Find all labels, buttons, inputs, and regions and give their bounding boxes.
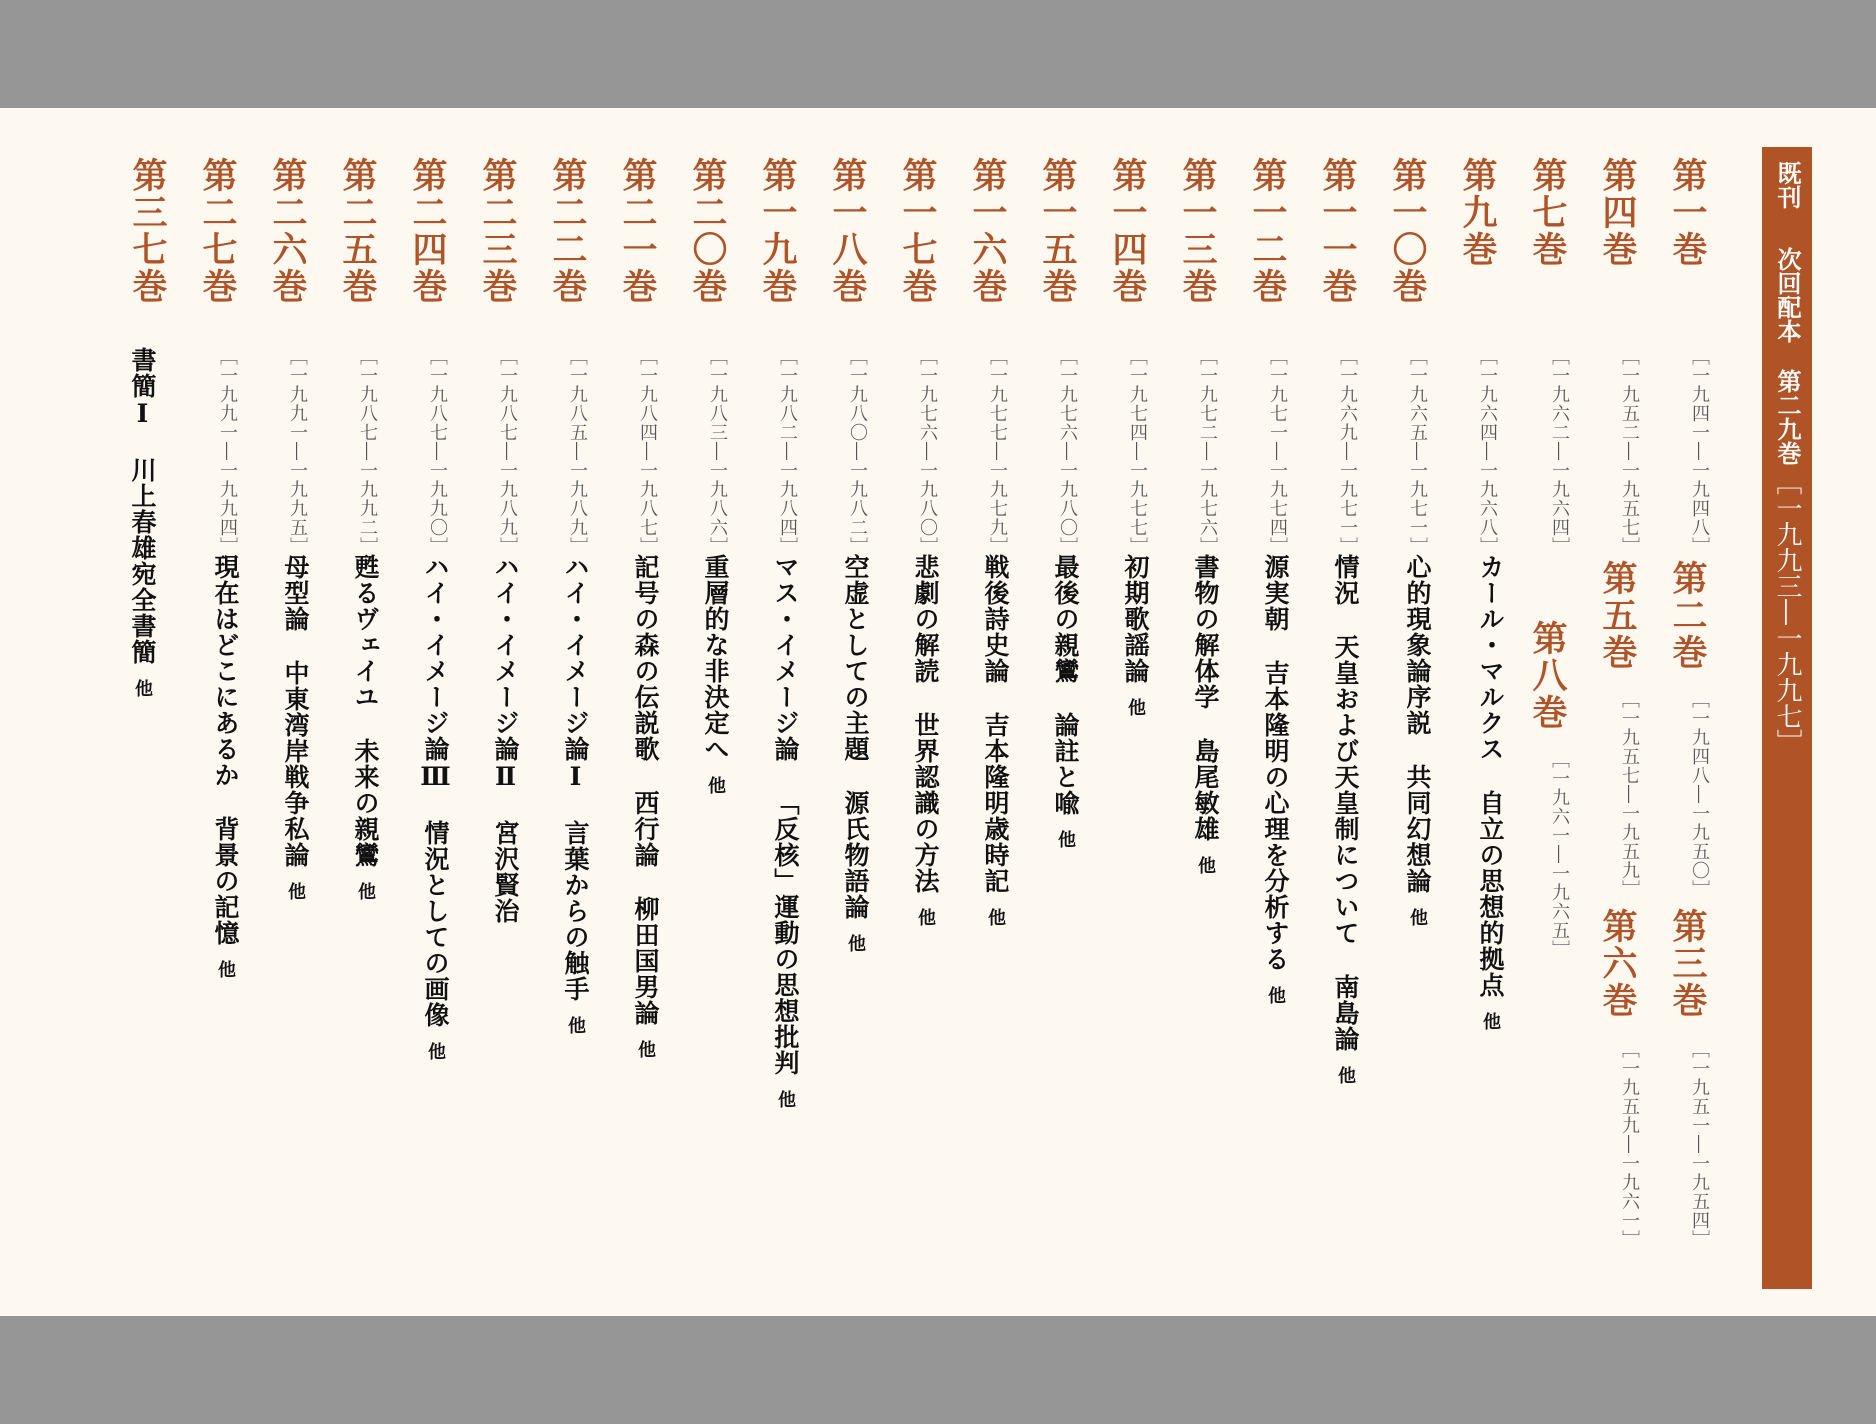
other-works-mark: 他	[1265, 986, 1286, 1005]
volume-years: ［一九八三―一九八六］	[707, 347, 728, 556]
volume-title: 第二〇巻	[687, 157, 728, 305]
work-title: 現在はどこにあるか	[211, 554, 240, 788]
work-title: 心的現象論序説	[1403, 554, 1432, 736]
work-title: 中東湾岸戦争私論	[281, 660, 310, 868]
work-title: 吉本隆明歳時記	[981, 712, 1010, 894]
work-title: 重層的な非決定へ	[701, 554, 730, 762]
volume-title: 第一三巻	[1177, 157, 1218, 305]
volume-title: 第一一巻	[1317, 157, 1358, 305]
work-title: ハイ・イメージ論Ⅱ	[491, 554, 520, 792]
work-title: マス・イメージ論	[771, 554, 800, 762]
other-works-mark: 他	[775, 1090, 796, 1109]
other-works-mark: 他	[915, 908, 936, 927]
other-works-mark: 他	[355, 882, 376, 901]
volume-works	[1333, 554, 1358, 1085]
volume-years: ［一九六四―一九六八］	[1477, 347, 1498, 556]
other-works-mark: 他	[1480, 1012, 1501, 1031]
volume-years: ［一九七四―一九七七］	[1127, 347, 1148, 556]
work-title: ハイ・イメージ論Ⅲ	[421, 554, 450, 792]
volume-title: 第一四巻	[1107, 157, 1148, 305]
work-title: 最後の親鸞	[1051, 554, 1080, 684]
work-title: 初期歌謡論	[1121, 554, 1150, 684]
work-title: 書物の解体学	[1191, 554, 1220, 710]
volume-title: 第一巻	[1667, 157, 1708, 268]
other-works-mark: 他	[1407, 908, 1428, 927]
volume-years: ［一九五二―一九五七］	[1619, 347, 1640, 556]
work-title: 言葉からの触手	[561, 820, 590, 1002]
other-works-mark: 他	[1195, 856, 1216, 875]
work-title: 天皇および天皇制について	[1331, 634, 1360, 946]
other-works-mark: 他	[285, 882, 306, 901]
volume-works	[1053, 554, 1078, 849]
work-title: 柳田国男論	[631, 896, 660, 1026]
volume-title: 第一九巻	[757, 157, 798, 305]
volume-works	[130, 347, 155, 698]
volume-works	[1405, 554, 1430, 927]
volume-title: 第三巻	[1667, 908, 1708, 1019]
volume-years: ［一九八七―一九八九］	[497, 347, 518, 556]
volume-years: ［一九八五―一九八九］	[567, 347, 588, 556]
other-works-mark: 他	[215, 960, 236, 979]
work-title: 「反核」運動の思想批判	[771, 790, 800, 1076]
work-title: 背景の記憶	[211, 816, 240, 946]
volume-years: ［一九七七―一九七九］	[987, 347, 1008, 556]
volume-works	[983, 554, 1008, 927]
volume-years: ［一九九一―一九九四］	[217, 347, 238, 556]
other-works-mark: 他	[985, 908, 1006, 927]
work-title: 吉本隆明の心理を分析する	[1261, 660, 1290, 972]
work-title: 南島論	[1331, 974, 1360, 1052]
volume-years: ［一九七一―一九七四］	[1267, 347, 1288, 556]
other-works-mark: 他	[132, 679, 153, 698]
work-title: 母型論	[281, 554, 310, 632]
next-release-label: 次回配本	[1773, 247, 1802, 343]
other-works-mark: 他	[1335, 1066, 1356, 1085]
other-works-mark: 他	[1055, 830, 1076, 849]
work-title: 川上春雄宛全書簡	[128, 457, 157, 665]
volume-years: ［一九五九―一九六一］	[1619, 1040, 1640, 1249]
volume-title: 第七巻	[1527, 157, 1568, 268]
volume-title: 第九巻	[1457, 157, 1498, 268]
volume-works	[773, 554, 798, 1109]
volume-works	[1263, 554, 1288, 1005]
other-works-mark: 他	[705, 776, 726, 795]
work-title: 源氏物語論	[841, 790, 870, 920]
volume-works	[493, 554, 518, 924]
work-title: 宮沢賢治	[491, 820, 520, 924]
volume-years: ［一九四八―一九五〇］	[1689, 690, 1710, 899]
other-works-mark: 他	[845, 934, 866, 953]
work-title: 空虚としての主題	[841, 554, 870, 762]
volume-title: 第一二巻	[1247, 157, 1288, 305]
volume-works	[1193, 554, 1218, 875]
next-volume-years: ［一九九三―一九九七］	[1772, 469, 1802, 755]
volume-title: 第二三巻	[477, 157, 518, 305]
other-works-mark: 他	[425, 1042, 446, 1061]
work-title: 情況としての画像	[421, 820, 450, 1028]
next-volume: 第二九巻	[1773, 369, 1802, 465]
volume-title: 第二一巻	[617, 157, 658, 305]
volume-years: ［一九六一―一九六五］	[1549, 750, 1570, 959]
volume-years: ［一九六九―一九七一］	[1337, 347, 1358, 556]
work-title: 未来の親鸞	[351, 738, 380, 868]
volume-years: ［一九八七―一九九二］	[357, 347, 378, 556]
work-title: 共同幻想論	[1403, 764, 1432, 894]
work-title: 戦後詩史論	[981, 554, 1010, 684]
volume-title: 第二二巻	[547, 157, 588, 305]
work-title: 島尾敏雄	[1191, 738, 1220, 842]
work-title: 情況	[1331, 554, 1360, 606]
volume-years: ［一九六二―一九六四］	[1549, 347, 1570, 556]
volume-works	[1478, 554, 1503, 1031]
volume-years: ［一九八四―一九八七］	[637, 347, 658, 556]
header-band	[1762, 147, 1812, 1289]
volume-years: ［一九七六―一九八〇］	[917, 347, 938, 556]
volume-title: 第四巻	[1597, 157, 1638, 268]
volume-years: ［一九六五―一九七一］	[1407, 347, 1428, 556]
volume-works	[423, 554, 448, 1061]
work-title: 西行論	[631, 790, 660, 868]
volume-years: ［一九八〇―一九八二］	[847, 347, 868, 556]
volume-works	[563, 554, 588, 1035]
volume-years: ［一九九一―一九九五］	[287, 347, 308, 556]
work-title: 論註と喩	[1051, 712, 1080, 816]
volume-works	[213, 554, 238, 979]
volume-years: ［一九五七―一九五九］	[1619, 690, 1640, 899]
volume-title: 第一八巻	[827, 157, 868, 305]
volume-works	[283, 554, 308, 901]
volume-title: 第二四巻	[407, 157, 448, 305]
volume-works	[703, 554, 728, 795]
volume-works	[353, 554, 378, 901]
volume-works	[1123, 554, 1148, 717]
volume-title: 第二巻	[1667, 560, 1708, 671]
volume-title: 第二六巻	[267, 157, 308, 305]
volume-title: 第二五巻	[337, 157, 378, 305]
volume-works	[633, 554, 658, 1059]
volume-years: ［一九八七―一九九〇］	[427, 347, 448, 556]
volume-title: 第一五巻	[1037, 157, 1078, 305]
volume-years: ［一九八二―一九八四］	[777, 347, 798, 556]
work-title: 甦るヴェイユ	[351, 554, 380, 710]
volume-title: 第一〇巻	[1387, 157, 1428, 305]
work-title: 記号の森の伝説歌	[631, 554, 660, 762]
volume-years: ［一九五一―一九五四］	[1689, 1040, 1710, 1249]
work-title: 源実朝	[1261, 554, 1290, 632]
volume-title: 第八巻	[1527, 620, 1568, 731]
other-works-mark: 他	[635, 1040, 656, 1059]
work-title: カール・マルクス	[1476, 554, 1505, 762]
work-title: 悲劇の解読	[911, 554, 940, 684]
volume-years: ［一九七二―一九七六］	[1197, 347, 1218, 556]
volume-years: ［一九七六―一九八〇］	[1057, 347, 1078, 556]
other-works-mark: 他	[565, 1016, 586, 1035]
work-title: 書簡Ⅰ	[128, 347, 157, 429]
work-title: ハイ・イメージ論Ⅰ	[561, 554, 590, 792]
work-title: 自立の思想的拠点	[1476, 790, 1505, 998]
volume-years: ［一九四一―一九四八］	[1689, 347, 1710, 556]
volume-title: 第六巻	[1597, 908, 1638, 1019]
volume-title: 第五巻	[1597, 560, 1638, 671]
other-works-mark: 他	[1125, 698, 1146, 717]
published-label: 既刊	[1773, 161, 1802, 209]
volume-title: 第一七巻	[897, 157, 938, 305]
work-title: 世界認識の方法	[911, 712, 940, 894]
volume-works	[913, 554, 938, 927]
volume-title: 第三七巻	[127, 157, 168, 305]
volume-title: 第二七巻	[197, 157, 238, 305]
volume-works	[843, 554, 868, 953]
volume-title: 第一六巻	[967, 157, 1008, 305]
